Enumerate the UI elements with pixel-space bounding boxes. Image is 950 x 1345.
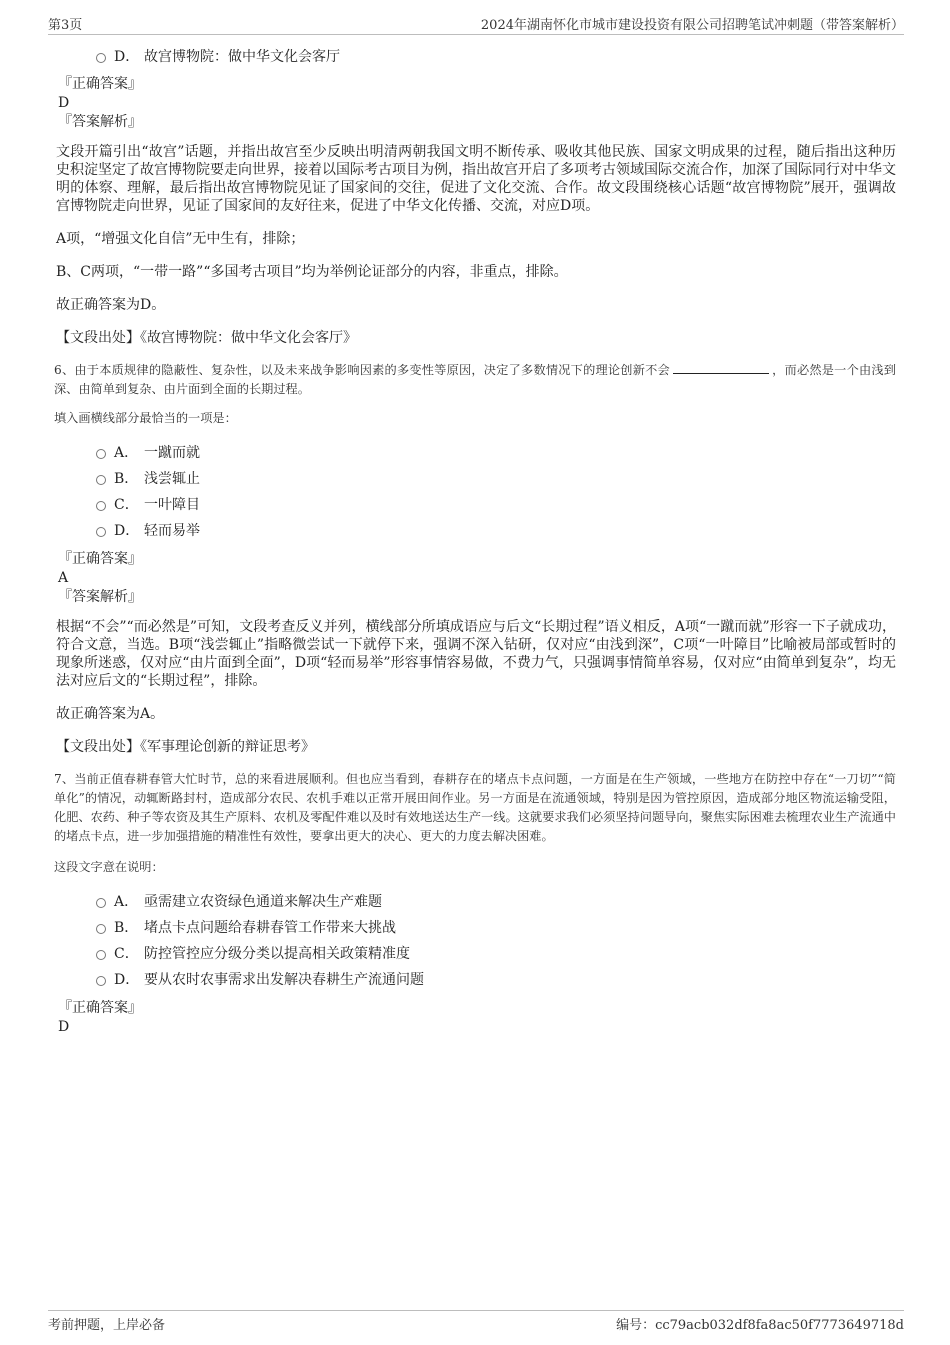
q6-stem-after: ，而必然是一个由浅到深、由简单到复杂、由片面到全面的长期过程。	[54, 363, 896, 396]
page-number: 第3页	[48, 18, 83, 33]
q5-analysis-paragraph: 故正确答案为D。	[56, 297, 166, 313]
q6-source: 【文段出处】《军事理论创新的辩证思考》	[56, 739, 315, 755]
radio-button-icon[interactable]	[96, 449, 106, 459]
q5-analysis-paragraph: B、C两项，“一带一路”“多国考古项目”均为举例论证部分的内容，非重点，排除。	[56, 264, 568, 280]
q6-option-b[interactable]	[56, 466, 896, 492]
q5-option-d[interactable]	[56, 44, 896, 70]
correct-answer-label: 『正确答案』	[58, 76, 142, 92]
fill-blank-line	[673, 361, 769, 374]
q6-analysis-paragraph: 故正确答案为A。	[56, 706, 165, 722]
radio-button-icon[interactable]	[96, 976, 106, 986]
q7-option-d[interactable]	[56, 967, 896, 993]
radio-button-icon[interactable]	[96, 924, 106, 934]
option-letter: B．	[114, 471, 139, 487]
radio-button-icon[interactable]	[96, 527, 106, 537]
q6-option-c[interactable]	[56, 492, 896, 518]
option-text: 故宫博物院：做中华文化会客厅	[144, 49, 340, 65]
q6-prompt: 填入画横线部分最恰当的一项是：	[54, 411, 237, 425]
option-letter: C．	[114, 946, 139, 962]
radio-button-icon[interactable]	[96, 53, 106, 63]
q5-source: 【文段出处】《故宫博物院：做中华文化会客厅》	[56, 330, 357, 346]
q7-option-b[interactable]	[56, 915, 896, 941]
q7-options	[56, 889, 896, 993]
radio-button-icon[interactable]	[96, 950, 106, 960]
q7-option-a[interactable]	[56, 889, 896, 915]
option-text: 一叶障目	[144, 497, 200, 513]
footer-slogan: 考前押题，上岸必备	[48, 1318, 166, 1333]
q6-analysis-paragraph: 根据“不会”“而必然是”可知，文段考查反义并列，横线部分所填成语应与后文“长期过程”语义相反，A项“一蹴而就”形容一下子就成功，符合文意，当选。B项“浅尝辄止”指略微尝试一下就停下来，强调不深入钻研，仅对应“由浅到深”，C项“一叶障目”比喻被局部或暂时的现象所迷惑，仅对应“由片面到全面”，D项“轻而易举”形容事情容易做，不费力气，只强调事情简单容易，仅对应“由简单到复杂”，均无法对应后文的“长期过程”，排除。	[56, 619, 896, 689]
q6-answer: A	[58, 570, 69, 586]
q5-analysis-paragraph: A项，“增强文化自信”无中生有，排除；	[56, 231, 305, 247]
option-letter: D．	[114, 523, 140, 539]
option-letter: B．	[114, 920, 139, 936]
option-letter: A．	[114, 445, 139, 461]
q6-stem-before: 6、由于本质规律的隐蔽性、复杂性，以及未来战争影响因素的多变性等原因，决定了多数情况下的理论创新不会	[54, 363, 670, 377]
document-code: 编号：cc79acb032df8fa8ac50f7773649718d	[616, 1318, 904, 1333]
option-text: 防控管控应分级分类以提高相关政策精准度	[144, 946, 410, 962]
q7-prompt: 这段文字意在说明：	[54, 860, 164, 874]
radio-button-icon[interactable]	[96, 475, 106, 485]
page-content	[56, 44, 896, 1037]
analysis-label: 『答案解析』	[58, 589, 142, 605]
option-text: 堵点卡点问题给春耕春管工作带来大挑战	[144, 920, 396, 936]
option-letter: C．	[114, 497, 139, 513]
radio-button-icon[interactable]	[96, 501, 106, 511]
radio-button-icon[interactable]	[96, 898, 106, 908]
q6-stem	[54, 361, 896, 399]
page-header	[48, 14, 904, 35]
q5-answer: D	[58, 95, 70, 111]
option-text: 要从农时农事需求出发解决春耕生产流通问题	[144, 972, 424, 988]
correct-answer-label: 『正确答案』	[58, 551, 142, 567]
q5-analysis-paragraph: 文段开篇引出“故宫”话题，并指出故宫至少反映出明清两朝我国文明不断传承、吸收其他民族、国家文明成果的过程，随后指出这种历史积淀坚定了故宫博物院要走向世界，接着以国际考古项目为例，指出故宫开启了多项考古领域国际交流合作，加深了国际同行对中华文明的体察、理解，最后指出故宫博物院见证了国家间的交往，促进了文化交流、合作。故文段围绕核心话题“故宫博物院”展开，强调故宫博物院走向世界，见证了国家间的友好往来，促进了中华文化传播、交流，对应D项。	[56, 144, 896, 214]
q6-options	[56, 440, 896, 544]
option-letter: D．	[114, 972, 140, 988]
document-title: 2024年湖南怀化市城市建设投资有限公司招聘笔试冲刺题（带答案解析）	[480, 18, 904, 33]
q7-stem: 7、当前正值春耕春管大忙时节，总的来看进展顺利。但也应当看到，春耕存在的堵点卡点问题，一方面是在生产领域，一些地方在防控中存在“一刀切”“简单化”的情况，动辄断路封村，造成部分农民、农机手难以正常开展田间作业。另一方面是在流通领域，特别是因为管控原因，造成部分地区物流运输受阻，化肥、农药、种子等农资及其生产原料、农机及零配件难以及时有效地送达生产一线。这就要求我们必须坚持问题导向，聚焦实际困难去梳理农业生产流通中的堵点卡点，进一步加强措施的精准性有效性，要拿出更大的决心、更大的力度去解决困难。	[54, 772, 896, 843]
q7-answer: D	[58, 1019, 70, 1035]
q7-option-c[interactable]	[56, 941, 896, 967]
option-letter: A．	[114, 894, 139, 910]
option-text: 浅尝辄止	[144, 471, 200, 487]
analysis-label: 『答案解析』	[58, 114, 142, 130]
correct-answer-label: 『正确答案』	[58, 1000, 142, 1016]
option-text: 亟需建立农资绿色通道来解决生产难题	[144, 894, 382, 910]
option-letter: D．	[114, 49, 140, 65]
q6-option-d[interactable]	[56, 518, 896, 544]
page-footer	[48, 1310, 904, 1333]
option-text: 轻而易举	[144, 523, 200, 539]
option-text: 一蹴而就	[144, 445, 200, 461]
q6-option-a[interactable]	[56, 440, 896, 466]
